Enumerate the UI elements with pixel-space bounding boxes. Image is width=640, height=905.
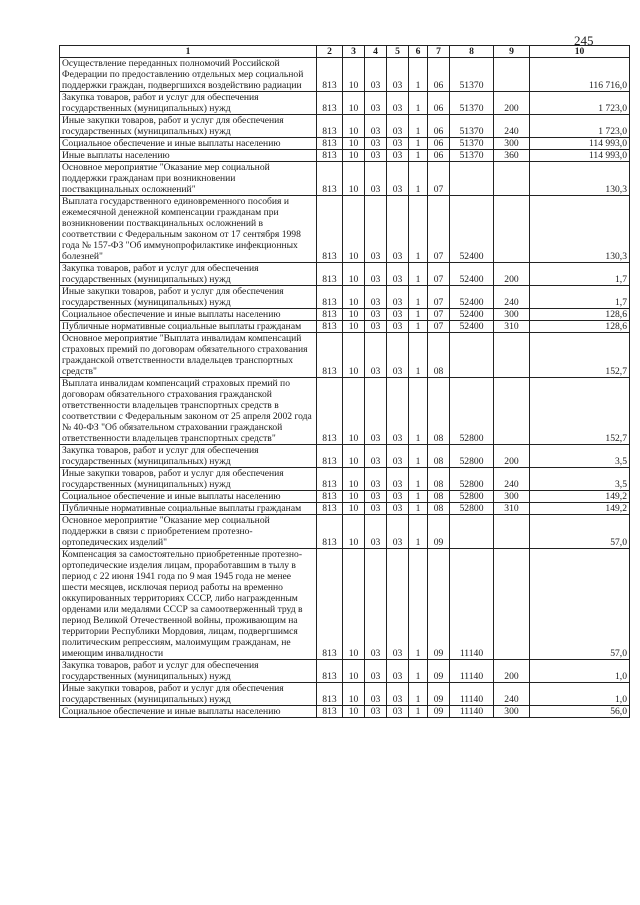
program-cell: 03 bbox=[387, 309, 409, 321]
amount-cell: 152,7 bbox=[530, 378, 630, 445]
row-name-cell: Социальное обеспечение и иные выплаты населению bbox=[60, 706, 317, 718]
program-cell: 03 bbox=[387, 321, 409, 333]
glava-cell: 813 bbox=[317, 706, 343, 718]
program-cell: 03 bbox=[387, 162, 409, 196]
podrazdel-cell: 03 bbox=[365, 196, 387, 263]
expense-type-cell bbox=[494, 333, 530, 378]
expense-type-cell: 310 bbox=[494, 321, 530, 333]
podrazdel-cell: 03 bbox=[365, 683, 387, 706]
subprogram-cell: 1 bbox=[409, 515, 428, 549]
amount-cell: 1,7 bbox=[530, 286, 630, 309]
table-row bbox=[60, 150, 630, 162]
row-name-cell: Основное мероприятие "Выплата инвалидам компенсаций страховых премий по договорам обязательного страхования гражданской ответственности владельцев транспортных средств" bbox=[60, 333, 317, 378]
razdel-cell: 10 bbox=[343, 468, 365, 491]
glava-cell: 813 bbox=[317, 683, 343, 706]
amount-cell: 128,6 bbox=[530, 321, 630, 333]
glava-cell: 813 bbox=[317, 115, 343, 138]
activity-cell: 08 bbox=[428, 378, 450, 445]
amount-cell: 1,0 bbox=[530, 660, 630, 683]
razdel-cell: 10 bbox=[343, 333, 365, 378]
row-name-cell: Закупка товаров, работ и услуг для обеспечения государственных (муниципальных) нужд bbox=[60, 92, 317, 115]
direction-cell: 51370 bbox=[450, 58, 494, 92]
row-name-cell: Иные закупки товаров, работ и услуг для обеспечения государственных (муниципальных) нужд bbox=[60, 115, 317, 138]
subprogram-cell: 1 bbox=[409, 162, 428, 196]
razdel-cell: 10 bbox=[343, 115, 365, 138]
row-name-cell: Основное мероприятие "Оказание мер социальной поддержки гражданам при возникновении поствакцинальных осложнений" bbox=[60, 162, 317, 196]
program-cell: 03 bbox=[387, 333, 409, 378]
razdel-cell: 10 bbox=[343, 92, 365, 115]
direction-cell: 52400 bbox=[450, 263, 494, 286]
direction-cell: 11140 bbox=[450, 706, 494, 718]
amount-cell: 1,7 bbox=[530, 263, 630, 286]
table-row bbox=[60, 58, 630, 92]
program-cell: 03 bbox=[387, 549, 409, 660]
subprogram-cell: 1 bbox=[409, 92, 428, 115]
podrazdel-cell: 03 bbox=[365, 333, 387, 378]
amount-cell: 128,6 bbox=[530, 309, 630, 321]
amount-cell: 57,0 bbox=[530, 515, 630, 549]
amount-cell: 130,3 bbox=[530, 162, 630, 196]
activity-cell: 09 bbox=[428, 660, 450, 683]
row-name-cell: Публичные нормативные социальные выплаты гражданам bbox=[60, 321, 317, 333]
table-row bbox=[60, 333, 630, 378]
direction-cell: 11140 bbox=[450, 683, 494, 706]
program-cell: 03 bbox=[387, 378, 409, 445]
direction-cell: 52800 bbox=[450, 491, 494, 503]
direction-cell: 11140 bbox=[450, 549, 494, 660]
direction-cell: 52400 bbox=[450, 321, 494, 333]
razdel-cell: 10 bbox=[343, 309, 365, 321]
subprogram-cell: 1 bbox=[409, 286, 428, 309]
razdel-cell: 10 bbox=[343, 263, 365, 286]
program-cell: 03 bbox=[387, 491, 409, 503]
podrazdel-cell: 03 bbox=[365, 503, 387, 515]
subprogram-cell: 1 bbox=[409, 333, 428, 378]
activity-cell: 09 bbox=[428, 706, 450, 718]
row-name-cell: Компенсация за самостоятельно приобретенные протезно-ортопедические изделия лицам, проработавшим в тылу в период с 22 июня 1941 года по 9 мая 1945 года не менее шести месяцев, исключая период работы на временно оккупированных территориях СССР, либо награжденным орденами или медалями СССР за самоотверженный труд в период Великой Отечественной войны, проживающим на территории Республики Мордовия, лицам, подвергшимся политическим репрессиям, малоимущим гражданам, не имеющим инвалидности bbox=[60, 549, 317, 660]
expense-type-cell: 200 bbox=[494, 92, 530, 115]
glava-cell: 813 bbox=[317, 263, 343, 286]
podrazdel-cell: 03 bbox=[365, 162, 387, 196]
direction-cell: 52400 bbox=[450, 286, 494, 309]
row-name-cell: Иные выплаты населению bbox=[60, 150, 317, 162]
glava-cell: 813 bbox=[317, 58, 343, 92]
activity-cell: 08 bbox=[428, 445, 450, 468]
expense-type-cell: 300 bbox=[494, 309, 530, 321]
row-name-cell: Выплата государственного единовременного пособия и ежемесячной денежной компенсации гражданам при возникновении поствакцинальных осложнений в соответствии с Федеральным законом от 17 сентября 1998 года № 157-ФЗ "Об иммунопрофилактике инфекционных болезней" bbox=[60, 196, 317, 263]
header-cell-8: 8 bbox=[450, 46, 494, 58]
row-name-cell: Публичные нормативные социальные выплаты гражданам bbox=[60, 503, 317, 515]
subprogram-cell: 1 bbox=[409, 115, 428, 138]
razdel-cell: 10 bbox=[343, 706, 365, 718]
podrazdel-cell: 03 bbox=[365, 445, 387, 468]
glava-cell: 813 bbox=[317, 445, 343, 468]
table-row bbox=[60, 660, 630, 683]
header-cell-7: 7 bbox=[428, 46, 450, 58]
row-name-cell: Закупка товаров, работ и услуг для обеспечения государственных (муниципальных) нужд bbox=[60, 660, 317, 683]
activity-cell: 07 bbox=[428, 309, 450, 321]
expense-type-cell: 300 bbox=[494, 491, 530, 503]
amount-cell: 114 993,0 bbox=[530, 138, 630, 150]
expense-type-cell bbox=[494, 549, 530, 660]
program-cell: 03 bbox=[387, 468, 409, 491]
podrazdel-cell: 03 bbox=[365, 263, 387, 286]
amount-cell: 1 723,0 bbox=[530, 92, 630, 115]
row-name-cell: Социальное обеспечение и иные выплаты населению bbox=[60, 491, 317, 503]
podrazdel-cell: 03 bbox=[365, 468, 387, 491]
razdel-cell: 10 bbox=[343, 683, 365, 706]
program-cell: 03 bbox=[387, 286, 409, 309]
program-cell: 03 bbox=[387, 503, 409, 515]
row-name-cell: Социальное обеспечение и иные выплаты населению bbox=[60, 309, 317, 321]
subprogram-cell: 1 bbox=[409, 445, 428, 468]
amount-cell: 1 723,0 bbox=[530, 115, 630, 138]
glava-cell: 813 bbox=[317, 660, 343, 683]
glava-cell: 813 bbox=[317, 196, 343, 263]
expense-type-cell bbox=[494, 196, 530, 263]
activity-cell: 07 bbox=[428, 321, 450, 333]
header-cell-5: 5 bbox=[387, 46, 409, 58]
activity-cell: 06 bbox=[428, 92, 450, 115]
amount-cell: 152,7 bbox=[530, 333, 630, 378]
activity-cell: 06 bbox=[428, 138, 450, 150]
subprogram-cell: 1 bbox=[409, 309, 428, 321]
row-name-cell: Иные закупки товаров, работ и услуг для обеспечения государственных (муниципальных) нужд bbox=[60, 468, 317, 491]
expense-type-cell: 300 bbox=[494, 706, 530, 718]
glava-cell: 813 bbox=[317, 468, 343, 491]
glava-cell: 813 bbox=[317, 491, 343, 503]
subprogram-cell: 1 bbox=[409, 150, 428, 162]
header-row bbox=[60, 46, 630, 58]
glava-cell: 813 bbox=[317, 321, 343, 333]
expense-type-cell bbox=[494, 58, 530, 92]
program-cell: 03 bbox=[387, 263, 409, 286]
podrazdel-cell: 03 bbox=[365, 138, 387, 150]
razdel-cell: 10 bbox=[343, 445, 365, 468]
expense-type-cell: 200 bbox=[494, 660, 530, 683]
subprogram-cell: 1 bbox=[409, 491, 428, 503]
amount-cell: 3,5 bbox=[530, 468, 630, 491]
subprogram-cell: 1 bbox=[409, 196, 428, 263]
podrazdel-cell: 03 bbox=[365, 491, 387, 503]
glava-cell: 813 bbox=[317, 515, 343, 549]
row-name-cell: Основное мероприятие "Оказание мер социальной поддержки в связи с приобретением протезно-ортопедических изделий" bbox=[60, 515, 317, 549]
razdel-cell: 10 bbox=[343, 491, 365, 503]
razdel-cell: 10 bbox=[343, 150, 365, 162]
direction-cell: 52800 bbox=[450, 378, 494, 445]
expense-type-cell: 240 bbox=[494, 468, 530, 491]
expense-type-cell: 240 bbox=[494, 683, 530, 706]
amount-cell: 1,0 bbox=[530, 683, 630, 706]
direction-cell bbox=[450, 333, 494, 378]
expense-type-cell: 200 bbox=[494, 263, 530, 286]
activity-cell: 08 bbox=[428, 491, 450, 503]
expense-type-cell: 240 bbox=[494, 115, 530, 138]
podrazdel-cell: 03 bbox=[365, 150, 387, 162]
expense-type-cell bbox=[494, 162, 530, 196]
program-cell: 03 bbox=[387, 115, 409, 138]
header-cell-4: 4 bbox=[365, 46, 387, 58]
row-name-cell: Осуществление переданных полномочий Российской Федерации по предоставлению отдельных мер социальной поддержки граждан, подвергшихся воздействию радиации bbox=[60, 58, 317, 92]
direction-cell: 52400 bbox=[450, 309, 494, 321]
table-row bbox=[60, 115, 630, 138]
activity-cell: 06 bbox=[428, 115, 450, 138]
glava-cell: 813 bbox=[317, 162, 343, 196]
program-cell: 03 bbox=[387, 196, 409, 263]
activity-cell: 06 bbox=[428, 58, 450, 92]
subprogram-cell: 1 bbox=[409, 378, 428, 445]
program-cell: 03 bbox=[387, 515, 409, 549]
activity-cell: 09 bbox=[428, 515, 450, 549]
razdel-cell: 10 bbox=[343, 660, 365, 683]
program-cell: 03 bbox=[387, 683, 409, 706]
subprogram-cell: 1 bbox=[409, 468, 428, 491]
glava-cell: 813 bbox=[317, 309, 343, 321]
razdel-cell: 10 bbox=[343, 196, 365, 263]
header-cell-6: 6 bbox=[409, 46, 428, 58]
razdel-cell: 10 bbox=[343, 58, 365, 92]
podrazdel-cell: 03 bbox=[365, 515, 387, 549]
subprogram-cell: 1 bbox=[409, 706, 428, 718]
direction-cell: 51370 bbox=[450, 115, 494, 138]
amount-cell: 130,3 bbox=[530, 196, 630, 263]
amount-cell: 149,2 bbox=[530, 491, 630, 503]
table-row bbox=[60, 196, 630, 263]
razdel-cell: 10 bbox=[343, 162, 365, 196]
subprogram-cell: 1 bbox=[409, 549, 428, 660]
activity-cell: 06 bbox=[428, 150, 450, 162]
activity-cell: 08 bbox=[428, 468, 450, 491]
program-cell: 03 bbox=[387, 706, 409, 718]
expense-type-cell: 360 bbox=[494, 150, 530, 162]
table-row bbox=[60, 515, 630, 549]
amount-cell: 57,0 bbox=[530, 549, 630, 660]
podrazdel-cell: 03 bbox=[365, 286, 387, 309]
activity-cell: 07 bbox=[428, 196, 450, 263]
program-cell: 03 bbox=[387, 92, 409, 115]
podrazdel-cell: 03 bbox=[365, 378, 387, 445]
activity-cell: 07 bbox=[428, 286, 450, 309]
direction-cell bbox=[450, 515, 494, 549]
direction-cell: 52400 bbox=[450, 196, 494, 263]
razdel-cell: 10 bbox=[343, 503, 365, 515]
table-row bbox=[60, 162, 630, 196]
header-cell-2: 2 bbox=[317, 46, 343, 58]
table-row bbox=[60, 503, 630, 515]
table-row bbox=[60, 706, 630, 718]
header-cell-3: 3 bbox=[343, 46, 365, 58]
page-number: 245 bbox=[574, 33, 594, 48]
podrazdel-cell: 03 bbox=[365, 92, 387, 115]
table-row bbox=[60, 138, 630, 150]
podrazdel-cell: 03 bbox=[365, 58, 387, 92]
expense-type-cell: 200 bbox=[494, 445, 530, 468]
amount-cell: 149,2 bbox=[530, 503, 630, 515]
podrazdel-cell: 03 bbox=[365, 549, 387, 660]
amount-cell: 3,5 bbox=[530, 445, 630, 468]
table-row bbox=[60, 378, 630, 445]
glava-cell: 813 bbox=[317, 503, 343, 515]
row-name-cell: Закупка товаров, работ и услуг для обеспечения государственных (муниципальных) нужд bbox=[60, 445, 317, 468]
table-row bbox=[60, 549, 630, 660]
header-cell-9: 9 bbox=[494, 46, 530, 58]
podrazdel-cell: 03 bbox=[365, 660, 387, 683]
table-row bbox=[60, 286, 630, 309]
program-cell: 03 bbox=[387, 150, 409, 162]
subprogram-cell: 1 bbox=[409, 321, 428, 333]
amount-cell: 56,0 bbox=[530, 706, 630, 718]
subprogram-cell: 1 bbox=[409, 660, 428, 683]
subprogram-cell: 1 bbox=[409, 58, 428, 92]
glava-cell: 813 bbox=[317, 138, 343, 150]
subprogram-cell: 1 bbox=[409, 263, 428, 286]
razdel-cell: 10 bbox=[343, 549, 365, 660]
program-cell: 03 bbox=[387, 138, 409, 150]
activity-cell: 08 bbox=[428, 503, 450, 515]
razdel-cell: 10 bbox=[343, 378, 365, 445]
podrazdel-cell: 03 bbox=[365, 309, 387, 321]
razdel-cell: 10 bbox=[343, 138, 365, 150]
expense-type-cell bbox=[494, 515, 530, 549]
budget-table bbox=[59, 45, 630, 718]
glava-cell: 813 bbox=[317, 333, 343, 378]
glava-cell: 813 bbox=[317, 378, 343, 445]
expense-type-cell bbox=[494, 378, 530, 445]
expense-type-cell: 300 bbox=[494, 138, 530, 150]
row-name-cell: Иные закупки товаров, работ и услуг для обеспечения государственных (муниципальных) нужд bbox=[60, 683, 317, 706]
activity-cell: 08 bbox=[428, 333, 450, 378]
activity-cell: 09 bbox=[428, 549, 450, 660]
program-cell: 03 bbox=[387, 660, 409, 683]
table-row bbox=[60, 683, 630, 706]
razdel-cell: 10 bbox=[343, 286, 365, 309]
glava-cell: 813 bbox=[317, 549, 343, 660]
direction-cell: 51370 bbox=[450, 92, 494, 115]
amount-cell: 114 993,0 bbox=[530, 150, 630, 162]
row-name-cell: Закупка товаров, работ и услуг для обеспечения государственных (муниципальных) нужд bbox=[60, 263, 317, 286]
direction-cell: 11140 bbox=[450, 660, 494, 683]
glava-cell: 813 bbox=[317, 92, 343, 115]
activity-cell: 09 bbox=[428, 683, 450, 706]
direction-cell: 52800 bbox=[450, 503, 494, 515]
razdel-cell: 10 bbox=[343, 515, 365, 549]
table-row bbox=[60, 445, 630, 468]
activity-cell: 07 bbox=[428, 263, 450, 286]
table-body bbox=[60, 58, 630, 718]
podrazdel-cell: 03 bbox=[365, 706, 387, 718]
expense-type-cell: 310 bbox=[494, 503, 530, 515]
glava-cell: 813 bbox=[317, 150, 343, 162]
direction-cell: 51370 bbox=[450, 138, 494, 150]
expense-type-cell: 240 bbox=[494, 286, 530, 309]
table-row bbox=[60, 468, 630, 491]
table-row bbox=[60, 309, 630, 321]
table-row bbox=[60, 263, 630, 286]
podrazdel-cell: 03 bbox=[365, 115, 387, 138]
direction-cell: 51370 bbox=[450, 150, 494, 162]
subprogram-cell: 1 bbox=[409, 503, 428, 515]
table-header bbox=[60, 46, 630, 58]
subprogram-cell: 1 bbox=[409, 683, 428, 706]
activity-cell: 07 bbox=[428, 162, 450, 196]
subprogram-cell: 1 bbox=[409, 138, 428, 150]
program-cell: 03 bbox=[387, 445, 409, 468]
table-row bbox=[60, 321, 630, 333]
glava-cell: 813 bbox=[317, 286, 343, 309]
row-name-cell: Иные закупки товаров, работ и услуг для обеспечения государственных (муниципальных) нужд bbox=[60, 286, 317, 309]
amount-cell: 116 716,0 bbox=[530, 58, 630, 92]
row-name-cell: Выплата инвалидам компенсаций страховых премий по договорам обязательного страхования гражданской ответственности владельцев транспортных средств в соответствии с Федеральным законом от 25 апреля 2002 года № 40-ФЗ "Об обязательном страховании гражданской ответственности владельцев транспортных средств" bbox=[60, 378, 317, 445]
header-cell-1: 1 bbox=[60, 46, 317, 58]
direction-cell bbox=[450, 162, 494, 196]
podrazdel-cell: 03 bbox=[365, 321, 387, 333]
table-row bbox=[60, 491, 630, 503]
row-name-cell: Социальное обеспечение и иные выплаты населению bbox=[60, 138, 317, 150]
table-row bbox=[60, 92, 630, 115]
program-cell: 03 bbox=[387, 58, 409, 92]
header-cell-10: 10 bbox=[530, 46, 630, 58]
direction-cell: 52800 bbox=[450, 468, 494, 491]
direction-cell: 52800 bbox=[450, 445, 494, 468]
razdel-cell: 10 bbox=[343, 321, 365, 333]
